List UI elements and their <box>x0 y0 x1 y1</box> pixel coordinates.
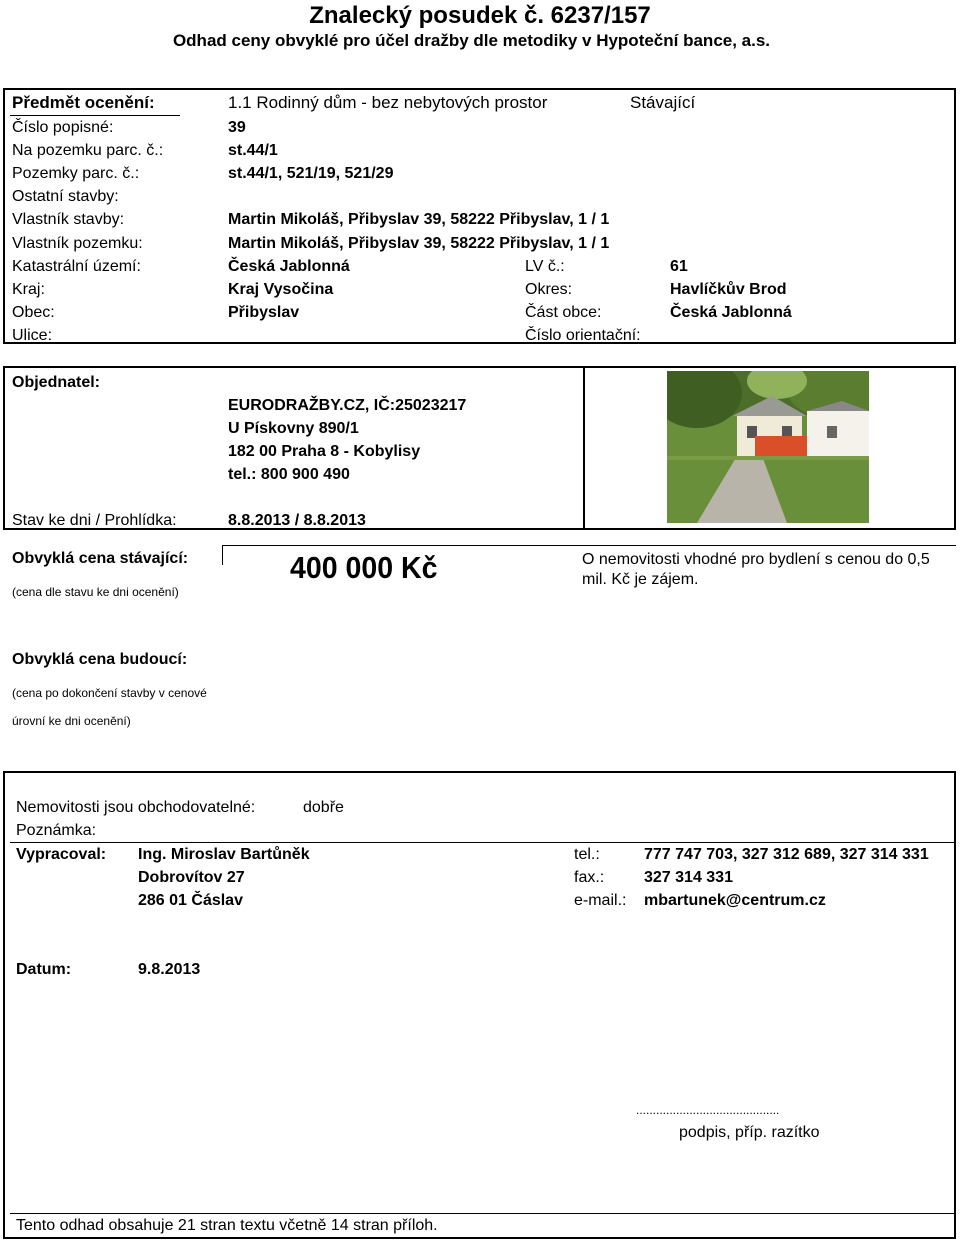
cislo-popisne-label: Číslo popisné: <box>12 119 114 136</box>
client-line3: 182 00 Praha 8 - Kobylisy <box>228 443 421 460</box>
vlastnik-pozemku-label: Vlastník pozemku: <box>12 235 143 252</box>
email-label: e-mail.: <box>574 892 627 909</box>
lv-value: 61 <box>670 258 688 275</box>
current-price-note: (cena dle stavu ke dni ocenění) <box>12 585 179 599</box>
predmet-label: Předmět ocenění: <box>12 93 155 112</box>
author-name: Ing. Miroslav Bartůněk <box>138 846 310 863</box>
lv-label: LV č.: <box>525 258 565 275</box>
obec-label: Obec: <box>12 304 55 321</box>
cislo-popisne-value: 39 <box>228 119 246 136</box>
future-price-label: Obvyklá cena budoucí: <box>12 651 188 668</box>
price-top-line <box>222 545 956 546</box>
date-value: 9.8.2013 <box>138 961 201 978</box>
house-photo-icon <box>667 371 869 523</box>
pages-top-line <box>10 1213 956 1214</box>
tel-label: tel.: <box>574 846 600 863</box>
email-value: mbartunek@centrum.cz <box>644 892 826 909</box>
pozemky-value: st.44/1, 521/19, 521/29 <box>228 165 394 182</box>
okres-label: Okres: <box>525 281 573 298</box>
tradable-value: dobře <box>303 799 344 816</box>
cast-obce-value: Česká Jablonná <box>670 304 792 321</box>
na-pozemku-value: st.44/1 <box>228 142 278 159</box>
client-line2: U Pískovny 890/1 <box>228 420 359 437</box>
client-line1: EURODRAŽBY.CZ, IČ:25023217 <box>228 397 467 414</box>
current-price-label: Obvyklá cena stávající: <box>12 550 189 567</box>
page-title: Znalecký posudek č. 6237/157 <box>309 2 651 29</box>
underline <box>10 115 180 116</box>
na-pozemku-label: Na pozemku parc. č.: <box>12 142 164 159</box>
vlastnik-stavby-value: Martin Mikoláš, Přibyslav 39, 58222 Přibyslav, 1 / 1 <box>228 211 610 228</box>
signature-dots: ........................................... <box>636 1103 780 1117</box>
client-line4: tel.: 800 900 490 <box>228 466 350 483</box>
note-label: Poznámka: <box>16 822 97 839</box>
kraj-value: Kraj Vysočina <box>228 281 334 298</box>
stav-label: Stav ke dni / Prohlídka: <box>12 512 177 529</box>
tel-value: 777 747 703, 327 312 689, 327 314 331 <box>644 846 929 863</box>
price-left-tick <box>222 545 223 565</box>
fax-label: fax.: <box>574 869 605 886</box>
vlastnik-pozemku-value: Martin Mikoláš, Přibyslav 39, 58222 Přibyslav, 1 / 1 <box>228 235 610 252</box>
predmet-value: 1.1 Rodinný dům - bez nebytových prostor <box>228 93 548 112</box>
tradable-label: Nemovitosti jsou obchodovatelné: <box>16 799 256 816</box>
author-city: 286 01 Čáslav <box>138 892 243 909</box>
vlastnik-stavby-label: Vlastník stavby: <box>12 211 125 228</box>
predmet-status: Stávající <box>630 93 696 112</box>
price-comment-line1: O nemovitosti vhodné pro bydlení s cenou do 0,5 <box>582 551 930 568</box>
okres-value: Havlíčkův Brod <box>670 281 787 298</box>
kraj-label: Kraj: <box>12 281 45 298</box>
fax-value: 327 314 331 <box>644 869 733 886</box>
cast-obce-label: Část obce: <box>525 304 602 321</box>
client-divider <box>583 366 585 528</box>
current-price-value: 400 000 Kč <box>290 550 438 585</box>
ostatni-label: Ostatní stavby: <box>12 188 119 205</box>
page-subtitle: Odhad ceny obvyklé pro účel dražby dle metodiky v Hypoteční bance, a.s. <box>172 31 771 50</box>
katastr-value: Česká Jablonná <box>228 258 350 275</box>
price-comment-line2: mil. Kč je zájem. <box>582 571 699 588</box>
pozemky-label: Pozemky parc. č.: <box>12 165 140 182</box>
author-street: Dobrovítov 27 <box>138 869 245 886</box>
katastr-label: Katastrální území: <box>12 258 141 275</box>
obec-value: Přibyslav <box>228 304 300 321</box>
future-price-note1: (cena po dokončení stavby v cenové <box>12 686 207 700</box>
stav-value: 8.8.2013 / 8.8.2013 <box>228 512 366 529</box>
ulice-label: Ulice: <box>12 327 53 344</box>
signature-label: podpis, příp. razítko <box>679 1124 820 1141</box>
client-label: Objednatel: <box>12 374 101 391</box>
cislo-orient-label: Číslo orientační: <box>525 327 641 344</box>
author-top-line <box>10 842 956 843</box>
pages-text: Tento odhad obsahuje 21 stran textu včetně 14 stran příloh. <box>16 1217 438 1234</box>
author-label: Vypracoval: <box>16 846 107 863</box>
date-label: Datum: <box>16 961 72 978</box>
future-price-note2: úrovní ke dni ocenění) <box>12 714 131 728</box>
